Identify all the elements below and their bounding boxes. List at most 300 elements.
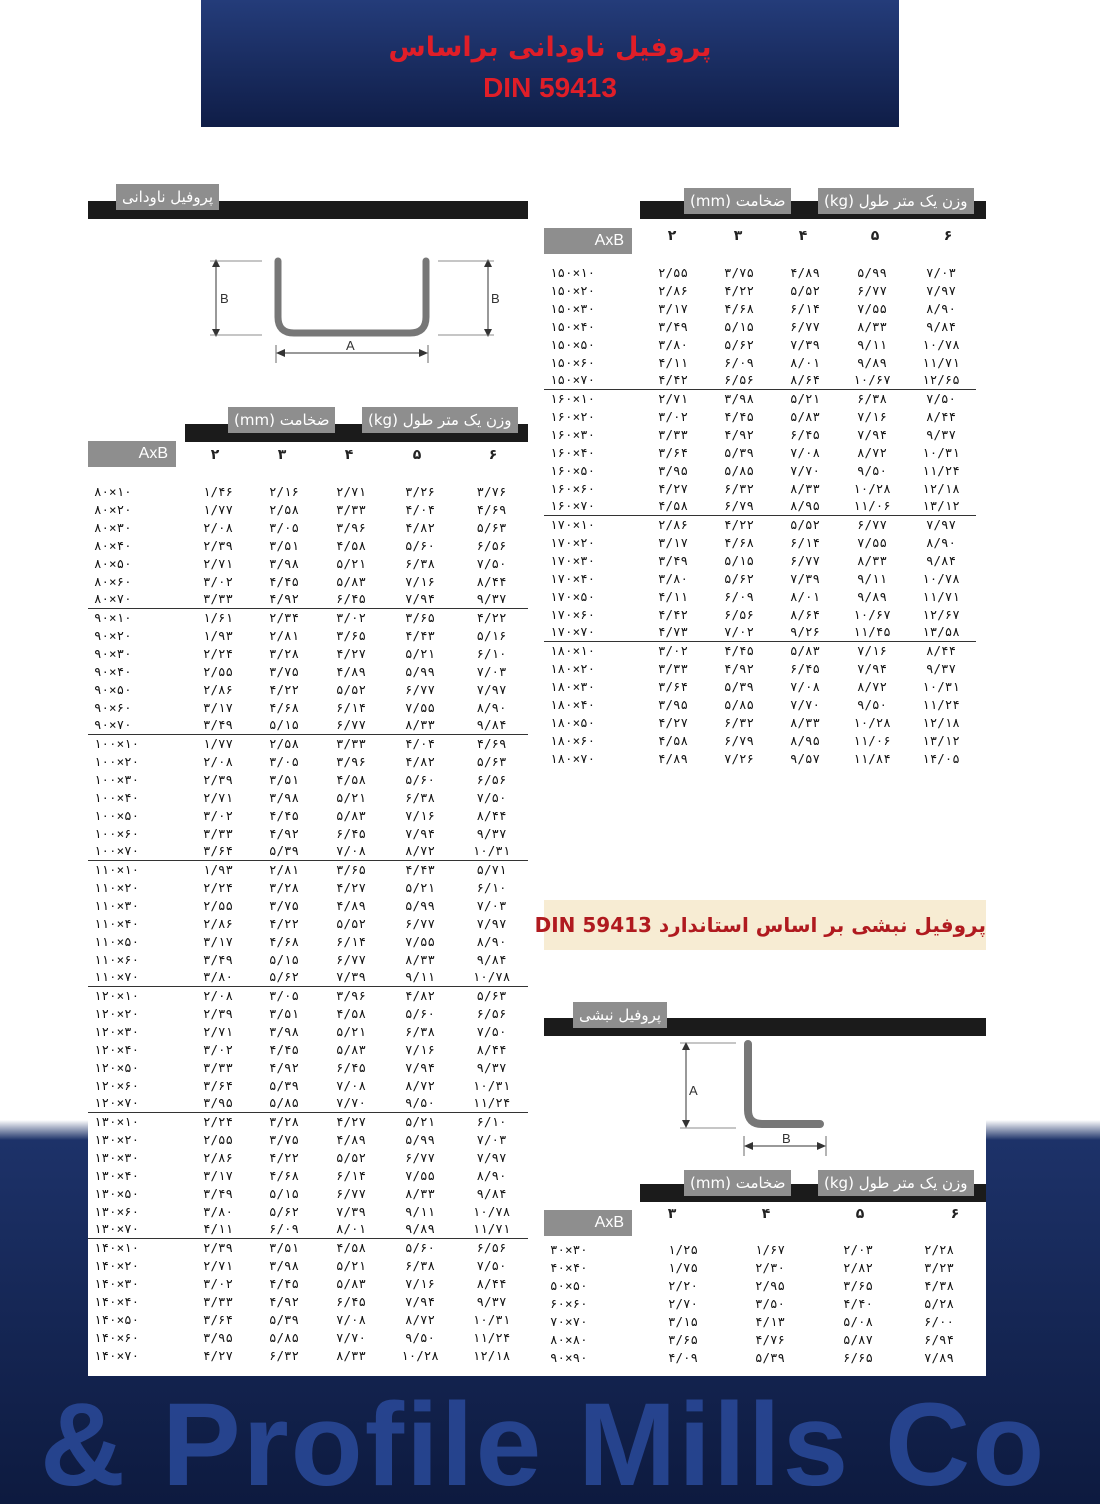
weight-cell: ۸/۶۴ <box>789 372 821 388</box>
weight-cell: ۲/۸۶ <box>202 1149 234 1165</box>
table-row <box>544 551 976 569</box>
weight-cell: ۷/۹۴ <box>404 1293 436 1309</box>
weight-cell: ۹/۳۷ <box>925 426 957 442</box>
weight-cell: ۸/۰۱ <box>789 354 821 370</box>
table-row <box>88 1202 528 1220</box>
table-row <box>88 1184 528 1202</box>
size-cell: ۱۳۰×۲۰ <box>94 1131 140 1147</box>
angle-size-header: AxB <box>544 1210 632 1236</box>
weight-cell: ۳/۴۹ <box>202 951 234 967</box>
weight-cell: ۷/۱۶ <box>838 641 906 659</box>
weight-cell: ۵/۱۵ <box>268 951 300 967</box>
size-cell: ۱۲۰×۷۰ <box>94 1095 140 1111</box>
weight-cell: ۴/۴۵ <box>268 807 300 823</box>
weight-cell: ۷/۷۰ <box>789 462 821 478</box>
weight-cell: ۷/۹۷ <box>476 1149 507 1165</box>
size-cell: ۸۰×۶۰ <box>94 573 132 589</box>
weight-cell: ۹/۸۴ <box>476 951 507 967</box>
weight-cell: ۶/۳۸ <box>404 1257 436 1273</box>
weight-cell: ۸/۴۴ <box>906 641 976 659</box>
weight-cell: ۷/۹۷ <box>925 282 957 298</box>
weight-cell: ۴/۴۳ <box>404 627 436 643</box>
size-cell: ۸۰×۱۰ <box>94 483 132 499</box>
size-cell: ۱۴۰×۷۰ <box>94 1347 140 1363</box>
weight-cell: ۱۱/۲۴ <box>922 462 960 478</box>
size-cell: ۱۲۰×۲۰ <box>94 1005 140 1021</box>
weight-cell: ۳/۳۳ <box>202 825 234 841</box>
weight-cell: ۴/۲۷ <box>202 1347 234 1363</box>
angle-weight-label: وزن یک متر طول (kg) <box>818 1170 974 1196</box>
weight-cell: ۸/۹۰ <box>476 933 507 949</box>
weight-cell: ۶/۷۷ <box>789 318 821 334</box>
weight-cell: ۳/۲۸ <box>268 879 300 895</box>
table-row <box>88 1040 528 1058</box>
weight-cell: ۱۲/۱۸ <box>922 480 960 496</box>
weight-cell: ۴/۶۸ <box>268 699 300 715</box>
weight-cell: ۷/۷۰ <box>335 1095 367 1111</box>
weight-cell: ۹/۸۹ <box>856 354 888 370</box>
weight-cell: ۷/۹۷ <box>906 515 976 533</box>
weight-cell: ۷/۵۵ <box>404 699 436 715</box>
weight-cell: ۴/۱۱ <box>657 354 689 370</box>
weight-cell: ۴/۹۲ <box>723 426 755 442</box>
weight-cell: ۵/۶۰ <box>385 1238 455 1256</box>
table-row <box>88 1076 528 1094</box>
weight-cell: ۵/۳۹ <box>268 1311 300 1327</box>
weight-cell: ۳/۰۲ <box>640 641 706 659</box>
size-cell: ۱۶۰×۶۰ <box>550 480 596 496</box>
table-row <box>544 443 976 461</box>
weight-cell: ۴/۴۳ <box>385 860 455 878</box>
weight-cell: ۳/۷۵ <box>268 1131 300 1147</box>
weight-cell: ۸/۷۲ <box>404 1077 436 1093</box>
weight-cell: ۱۱/۷۱ <box>922 354 960 370</box>
weight-cell: ۷/۰۸ <box>789 678 821 694</box>
weight-cell: ۹/۸۴ <box>925 318 957 334</box>
angle-banner: پروفیل نبشی بر اساس استاندارد DIN 59413 <box>544 900 986 950</box>
weight-cell: ۷/۱۶ <box>404 1041 436 1057</box>
weight-cell: ۹/۳۷ <box>476 1293 507 1309</box>
weight-cell: ۲/۸۶ <box>657 282 689 298</box>
weight-cell: ۶/۴۵ <box>789 660 821 676</box>
size-cell: ۱۴۰×۳۰ <box>94 1275 140 1291</box>
weight-cell: ۷/۰۲ <box>723 624 755 640</box>
weight-cell: ۶/۳۲ <box>723 480 755 496</box>
weight-cell: ۴/۴۵ <box>268 573 300 589</box>
weight-cell: ۱۲/۱۸ <box>472 1347 511 1363</box>
weight-cell: ۷/۷۰ <box>789 696 821 712</box>
table-row <box>544 335 976 353</box>
weight-cell: ۳/۰۲ <box>202 1275 234 1291</box>
size-cell: ۱۸۰×۳۰ <box>550 678 596 694</box>
weight-cell: ۴/۰۴ <box>404 501 436 517</box>
weight-cell: ۵/۱۶ <box>476 627 507 643</box>
weight-cell: ۲/۷۱ <box>202 789 234 805</box>
weight-cell: ۱۱/۰۶ <box>853 732 891 748</box>
table-row <box>88 518 528 536</box>
weight-cell: ۲/۸۶ <box>640 515 706 533</box>
weight-cell: ۵/۲۱ <box>335 1257 367 1273</box>
weight-cell: ۴/۰۹ <box>667 1349 699 1365</box>
angle-table <box>544 1240 976 1366</box>
weight-cell: ۵/۶۳ <box>476 753 507 769</box>
weight-cell: ۲/۲۴ <box>185 1112 251 1130</box>
size-cell: ۸۰×۲۰ <box>94 501 132 517</box>
weight-cell: ۱۰/۲۸ <box>853 714 891 730</box>
weight-cell: ۴/۴۰ <box>842 1295 874 1311</box>
weight-cell: ۳/۰۲ <box>317 608 385 626</box>
left-thickness-col: ۶ <box>488 447 498 463</box>
angle-diagram-label-a: A <box>689 1083 698 1098</box>
footer-watermark: & Profile Mills Co <box>40 1386 1047 1504</box>
size-cell: ۱۶۰×۲۰ <box>550 408 596 424</box>
table-row <box>544 1294 976 1312</box>
weight-cell: ۳/۳۳ <box>202 1293 234 1309</box>
header-title-en: DIN 59413 <box>483 72 617 103</box>
weight-cell: ۷/۰۳ <box>476 663 507 679</box>
weight-cell: ۸/۹۵ <box>789 732 821 748</box>
table-row <box>88 878 528 896</box>
channel-diagram <box>200 255 510 365</box>
weight-cell: ۴/۶۸ <box>268 933 300 949</box>
size-cell: ۱۵۰×۳۰ <box>550 300 596 316</box>
weight-cell: ۷/۹۴ <box>856 426 888 442</box>
table-row <box>544 263 976 281</box>
table-row <box>88 482 528 500</box>
weight-cell: ۹/۲۶ <box>789 624 821 640</box>
weight-cell: ۳/۷۵ <box>723 264 755 280</box>
table-row <box>88 842 528 860</box>
size-cell: ۹۰×۶۰ <box>94 699 132 715</box>
weight-cell: ۶/۳۸ <box>404 555 436 571</box>
weight-cell: ۳/۳۳ <box>657 660 689 676</box>
right-size-header: AxB <box>544 228 632 254</box>
table-row <box>88 1220 528 1238</box>
weight-cell: ۷/۵۰ <box>476 1023 507 1039</box>
size-cell: ۱۵۰×۱۰ <box>550 264 596 280</box>
table-row <box>544 713 976 731</box>
weight-cell: ۶/۷۷ <box>404 915 436 931</box>
weight-cell: ۲/۳۴ <box>251 608 317 626</box>
weight-cell: ۶/۷۹ <box>723 498 755 514</box>
weight-cell: ۱۰/۳۱ <box>472 1077 511 1093</box>
table-row <box>88 500 528 518</box>
angle-diagram-label-b: B <box>782 1131 791 1146</box>
size-cell: ۱۸۰×۲۰ <box>550 660 596 676</box>
weight-cell: ۹/۵۰ <box>404 1329 436 1345</box>
weight-cell: ۱۳/۱۲ <box>922 732 960 748</box>
weight-cell: ۸/۰۱ <box>789 588 821 604</box>
size-cell: ۱۲۰×۴۰ <box>94 1041 140 1057</box>
size-cell: ۱۰۰×۴۰ <box>94 789 140 805</box>
weight-cell: ۷/۱۶ <box>404 573 436 589</box>
weight-cell: ۵/۶۲ <box>268 1203 300 1219</box>
weight-cell: ۱/۴۶ <box>202 483 234 499</box>
weight-cell: ۶/۰۹ <box>268 1221 300 1237</box>
table-row <box>544 281 976 299</box>
weight-cell: ۵/۸۵ <box>723 462 755 478</box>
weight-cell: ۵/۳۹ <box>268 1077 300 1093</box>
weight-cell: ۶/۶۵ <box>842 1349 874 1365</box>
size-cell: ۱۱۰×۳۰ <box>94 897 140 913</box>
weight-cell: ۵/۳۹ <box>723 678 755 694</box>
weight-cell: ۷/۰۳ <box>925 264 957 280</box>
weight-cell: ۴/۵۸ <box>657 732 689 748</box>
size-cell: ۱۵۰×۵۰ <box>550 336 596 352</box>
weight-cell: ۶/۱۰ <box>476 645 507 661</box>
right-weight-label: وزن یک متر طول (kg) <box>818 188 974 214</box>
weight-cell: ۹/۵۰ <box>404 1095 436 1111</box>
weight-cell: ۷/۰۸ <box>335 843 367 859</box>
table-row <box>88 770 528 788</box>
weight-cell: ۴/۹۲ <box>723 660 755 676</box>
table-row <box>544 353 976 371</box>
weight-cell: ۶/۳۲ <box>268 1347 300 1363</box>
angle-profile-label: پروفیل نبشی <box>573 1002 667 1028</box>
size-cell: ۱۰۰×۶۰ <box>94 825 140 841</box>
weight-cell: ۶/۰۰ <box>923 1313 955 1329</box>
weight-cell: ۵/۵۲ <box>335 915 367 931</box>
weight-cell: ۷/۹۷ <box>476 915 507 931</box>
weight-cell: ۳/۰۲ <box>202 573 234 589</box>
weight-cell: ۸/۷۲ <box>404 843 436 859</box>
weight-cell: ۹/۳۷ <box>476 591 507 607</box>
right-thickness-col: ۴ <box>798 228 808 244</box>
weight-cell: ۵/۷۱ <box>455 860 528 878</box>
weight-cell: ۲/۲۰ <box>667 1277 699 1293</box>
size-cell: ۱۱۰×۴۰ <box>94 915 140 931</box>
weight-cell: ۷/۵۵ <box>856 534 888 550</box>
weight-cell: ۶/۱۴ <box>335 933 367 949</box>
weight-cell: ۱۰/۲۸ <box>853 480 891 496</box>
size-cell: ۱۴۰×۵۰ <box>94 1311 140 1327</box>
weight-cell: ۴/۸۹ <box>335 1131 367 1147</box>
weight-cell: ۴/۱۱ <box>657 588 689 604</box>
weight-cell: ۶/۵۶ <box>476 537 507 553</box>
table-row <box>88 752 528 770</box>
weight-cell: ۷/۲۶ <box>723 750 755 766</box>
weight-cell: ۳/۰۵ <box>268 519 300 535</box>
weight-cell: ۱۰/۲۸ <box>401 1347 439 1363</box>
weight-cell: ۱/۶۷ <box>754 1241 786 1257</box>
weight-cell: ۳/۱۷ <box>657 300 689 316</box>
weight-cell: ۳/۸۰ <box>202 969 234 985</box>
weight-cell: ۲/۳۹ <box>202 1005 234 1021</box>
size-cell: ۱۲۰×۱۰ <box>88 986 185 1004</box>
weight-cell: ۷/۸۹ <box>923 1349 955 1365</box>
weight-cell: ۳/۴۹ <box>657 318 689 334</box>
table-row <box>88 590 528 608</box>
weight-cell: ۲/۳۹ <box>202 771 234 787</box>
weight-cell: ۳/۶۵ <box>667 1331 699 1347</box>
weight-cell: ۵/۸۷ <box>842 1331 874 1347</box>
weight-cell: ۵/۶۲ <box>723 336 755 352</box>
weight-cell: ۵/۲۱ <box>404 879 436 895</box>
weight-cell: ۸/۳۳ <box>404 1185 436 1201</box>
weight-cell: ۵/۳۹ <box>268 843 300 859</box>
weight-cell: ۸/۰۱ <box>335 1221 367 1237</box>
weight-cell: ۳/۵۱ <box>268 771 300 787</box>
table-row <box>544 695 976 713</box>
weight-cell: ۴/۸۲ <box>404 519 436 535</box>
size-cell: ۱۸۰×۶۰ <box>550 732 596 748</box>
size-cell: ۱۰۰×۱۰ <box>88 734 185 752</box>
weight-cell: ۴/۱۱ <box>202 1221 234 1237</box>
weight-cell: ۳/۳۳ <box>202 1059 234 1075</box>
weight-cell: ۸/۹۰ <box>476 699 507 715</box>
table-row <box>88 716 528 734</box>
weight-cell: ۶/۳۸ <box>404 789 436 805</box>
size-cell: ۱۱۰×۷۰ <box>94 969 140 985</box>
weight-cell: ۳/۵۰ <box>754 1295 786 1311</box>
weight-cell: ۱/۹۳ <box>185 860 251 878</box>
weight-cell: ۲/۷۱ <box>335 483 367 499</box>
weight-cell: ۶/۱۴ <box>789 300 821 316</box>
weight-cell: ۸/۴۴ <box>476 1275 507 1291</box>
weight-cell: ۵/۶۰ <box>404 537 436 553</box>
weight-cell: ۸/۳۳ <box>789 480 821 496</box>
header-title-fa: پروفیل ناودانی براساس <box>388 32 712 63</box>
weight-cell: ۳/۳۳ <box>657 426 689 442</box>
weight-cell: ۴/۷۳ <box>657 624 689 640</box>
table-row <box>544 677 976 695</box>
weight-cell: ۲/۸۱ <box>268 627 300 643</box>
weight-cell: ۲/۰۸ <box>202 753 234 769</box>
weight-cell: ۷/۵۰ <box>906 389 976 407</box>
weight-cell: ۳/۵۱ <box>251 1238 317 1256</box>
weight-cell: ۵/۱۵ <box>723 552 755 568</box>
weight-cell: ۷/۱۶ <box>856 408 888 424</box>
weight-cell: ۱/۷۷ <box>185 734 251 752</box>
size-cell: ۱۷۰×۳۰ <box>550 552 596 568</box>
right-thickness-col: ۵ <box>870 228 880 244</box>
left-thickness-col: ۲ <box>210 447 220 463</box>
weight-cell: ۱۲/۶۵ <box>922 372 960 388</box>
weight-cell: ۹/۱۱ <box>404 1203 436 1219</box>
weight-cell: ۴/۲۷ <box>657 480 689 496</box>
weight-cell: ۷/۵۰ <box>476 1257 507 1273</box>
weight-cell: ۷/۰۸ <box>789 444 821 460</box>
weight-cell: ۳/۶۴ <box>202 1311 234 1327</box>
size-cell: ۱۶۰×۱۰ <box>544 389 640 407</box>
weight-cell: ۹/۸۹ <box>856 588 888 604</box>
weight-cell: ۵/۱۵ <box>268 1185 300 1201</box>
weight-cell: ۲/۵۸ <box>268 501 300 517</box>
table-row <box>88 1094 528 1112</box>
weight-cell: ۳/۰۲ <box>202 807 234 823</box>
weight-cell: ۳/۲۸ <box>268 645 300 661</box>
table-row <box>544 1240 976 1258</box>
table-row <box>88 1274 528 1292</box>
weight-cell: ۴/۴۲ <box>657 606 689 622</box>
size-cell: ۵۰×۵۰ <box>550 1277 588 1293</box>
weight-cell: ۶/۴۵ <box>789 426 821 442</box>
size-cell: ۶۰×۶۰ <box>550 1295 588 1311</box>
weight-cell: ۱۱/۲۴ <box>472 1329 511 1345</box>
table-row <box>88 734 528 752</box>
weight-cell: ۱۴/۰۵ <box>922 750 960 766</box>
weight-cell: ۳/۹۵ <box>657 696 689 712</box>
weight-cell: ۳/۹۶ <box>335 519 367 535</box>
weight-cell: ۵/۲۱ <box>385 1112 455 1130</box>
weight-cell: ۷/۰۳ <box>476 897 507 913</box>
size-cell: ۱۱۰×۱۰ <box>88 860 185 878</box>
weight-cell: ۸/۴۴ <box>476 573 507 589</box>
weight-cell: ۹/۳۷ <box>476 825 507 841</box>
weight-cell: ۵/۸۳ <box>772 641 838 659</box>
weight-cell: ۴/۵۸ <box>335 537 367 553</box>
channel-table-right <box>544 263 976 767</box>
weight-cell: ۴/۹۲ <box>268 1059 300 1075</box>
weight-cell: ۷/۵۵ <box>856 300 888 316</box>
weight-cell: ۹/۱۱ <box>404 969 436 985</box>
weight-cell: ۲/۷۰ <box>667 1295 699 1311</box>
weight-cell: ۲/۰۳ <box>842 1241 874 1257</box>
weight-cell: ۴/۸۹ <box>335 897 367 913</box>
weight-cell: ۶/۴۵ <box>335 1059 367 1075</box>
weight-cell: ۴/۶۸ <box>723 300 755 316</box>
weight-cell: ۵/۸۳ <box>335 1041 367 1057</box>
weight-cell: ۲/۲۸ <box>923 1241 955 1257</box>
weight-cell: ۳/۲۶ <box>404 483 436 499</box>
weight-cell: ۵/۲۱ <box>772 389 838 407</box>
weight-cell: ۵/۲۱ <box>335 1023 367 1039</box>
table-row <box>88 644 528 662</box>
table-row <box>88 1346 528 1364</box>
weight-cell: ۶/۱۰ <box>455 1112 528 1130</box>
table-row <box>88 1328 528 1346</box>
weight-cell: ۱۱/۷۱ <box>472 1221 511 1237</box>
weight-cell: ۵/۶۲ <box>268 969 300 985</box>
table-row <box>544 1258 976 1276</box>
size-cell: ۱۶۰×۴۰ <box>550 444 596 460</box>
size-cell: ۱۰۰×۵۰ <box>94 807 140 823</box>
weight-cell: ۳/۶۵ <box>842 1277 874 1293</box>
weight-cell: ۵/۶۲ <box>723 570 755 586</box>
weight-cell: ۱۲/۶۷ <box>922 606 960 622</box>
weight-cell: ۵/۵۲ <box>772 515 838 533</box>
size-cell: ۹۰×۴۰ <box>94 663 132 679</box>
weight-cell: ۶/۷۷ <box>335 717 367 733</box>
size-cell: ۱۳۰×۳۰ <box>94 1149 140 1165</box>
size-cell: ۱۳۰×۱۰ <box>88 1112 185 1130</box>
size-cell: ۱۸۰×۱۰ <box>544 641 640 659</box>
weight-cell: ۹/۳۷ <box>476 1059 507 1075</box>
size-cell: ۱۳۰×۵۰ <box>94 1185 140 1201</box>
table-row <box>88 1166 528 1184</box>
weight-cell: ۸/۹۰ <box>925 300 957 316</box>
table-row <box>544 659 976 677</box>
weight-cell: ۳/۸۰ <box>202 1203 234 1219</box>
weight-cell: ۳/۵۱ <box>268 1005 300 1021</box>
table-row <box>88 680 528 698</box>
weight-cell: ۹/۱۱ <box>856 336 888 352</box>
weight-cell: ۱۳/۵۸ <box>922 624 960 640</box>
weight-cell: ۴/۵۸ <box>335 1005 367 1021</box>
weight-cell: ۳/۷۶ <box>476 483 507 499</box>
weight-cell: ۹/۱۱ <box>856 570 888 586</box>
weight-cell: ۷/۵۰ <box>476 555 507 571</box>
weight-cell: ۵/۸۳ <box>335 1275 367 1291</box>
table-row <box>544 1276 976 1294</box>
table-row <box>88 554 528 572</box>
size-cell: ۱۵۰×۴۰ <box>550 318 596 334</box>
angle-diagram <box>670 1040 840 1160</box>
weight-cell: ۶/۰۹ <box>723 354 755 370</box>
weight-cell: ۴/۴۵ <box>723 408 755 424</box>
weight-cell: ۱۱/۴۵ <box>853 624 891 640</box>
size-cell: ۹۰×۷۰ <box>94 717 132 733</box>
